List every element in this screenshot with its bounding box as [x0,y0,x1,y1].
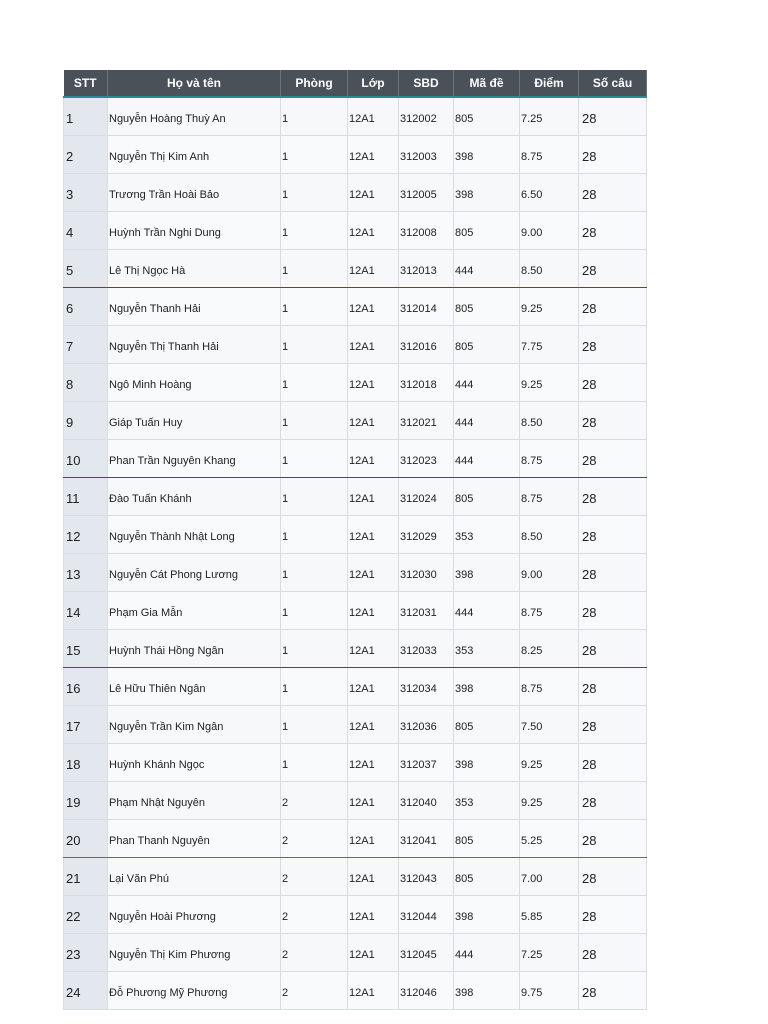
cell-sbd[interactable]: 312014 [399,288,454,326]
cell-stt[interactable]: 8 [64,364,108,402]
cell-class[interactable]: 12A1 [348,326,399,364]
col-header-stt[interactable]: STT [64,70,108,97]
cell-score[interactable]: 9.25 [520,364,579,402]
cell-sbd[interactable]: 312043 [399,858,454,896]
cell-class[interactable]: 12A1 [348,364,399,402]
col-header-answer-count[interactable]: Số câu [579,70,647,97]
table-row [64,592,647,630]
cell-exam-code[interactable]: 444 [454,402,520,440]
cell-stt[interactable]: 6 [64,288,108,326]
cell-answer-count[interactable]: 28 [579,744,647,782]
cell-score[interactable]: 9.25 [520,288,579,326]
cell-room[interactable]: 1 [281,402,348,440]
cell-exam-code[interactable]: 398 [454,136,520,174]
cell-room[interactable]: 1 [281,592,348,630]
table-row [64,668,647,706]
col-header-exam-code[interactable]: Mã đề [454,70,520,97]
cell-name[interactable]: Phạm Gia Mẫn [108,592,281,630]
table-row [64,250,647,288]
cell-stt[interactable]: 16 [64,668,108,706]
cell-answer-count[interactable]: 28 [579,706,647,744]
cell-room[interactable]: 2 [281,972,348,1010]
cell-sbd[interactable]: 312044 [399,896,454,934]
cell-class[interactable]: 12A1 [348,402,399,440]
cell-score[interactable]: 7.25 [520,97,579,136]
cell-sbd[interactable]: 312031 [399,592,454,630]
cell-stt[interactable]: 12 [64,516,108,554]
cell-class[interactable]: 12A1 [348,630,399,668]
cell-exam-code[interactable]: 805 [454,97,520,136]
cell-class[interactable]: 12A1 [348,782,399,820]
cell-name[interactable]: Lê Thị Ngọc Hà [108,250,281,288]
cell-sbd[interactable]: 312030 [399,554,454,592]
cell-room[interactable]: 2 [281,820,348,858]
table-row [64,972,647,1010]
cell-room[interactable]: 1 [281,478,348,516]
cell-room[interactable]: 1 [281,554,348,592]
header-row [64,70,647,97]
cell-room[interactable]: 1 [281,516,348,554]
cell-name[interactable]: Nguyễn Hoàng Thuỳ An [108,97,281,136]
cell-exam-code[interactable]: 444 [454,934,520,972]
cell-score[interactable]: 8.25 [520,630,579,668]
cell-score[interactable]: 7.75 [520,326,579,364]
cell-exam-code[interactable]: 444 [454,440,520,478]
cell-score[interactable]: 8.75 [520,440,579,478]
table-row [64,440,647,478]
cell-room[interactable]: 1 [281,440,348,478]
cell-room[interactable]: 1 [281,706,348,744]
cell-sbd[interactable]: 312041 [399,820,454,858]
cell-name[interactable]: Huỳnh Thái Hồng Ngân [108,630,281,668]
cell-name[interactable]: Nguyễn Thị Thanh Hải [108,326,281,364]
cell-class[interactable]: 12A1 [348,174,399,212]
cell-name[interactable]: Lại Văn Phú [108,858,281,896]
cell-class[interactable]: 12A1 [348,668,399,706]
cell-name[interactable]: Giáp Tuấn Huy [108,402,281,440]
cell-sbd[interactable]: 312037 [399,744,454,782]
cell-name[interactable]: Lê Hữu Thiên Ngân [108,668,281,706]
cell-sbd[interactable]: 312016 [399,326,454,364]
col-header-name[interactable]: Họ và tên [108,70,281,97]
cell-answer-count[interactable]: 28 [579,592,647,630]
cell-stt[interactable]: 15 [64,630,108,668]
table-row [64,706,647,744]
cell-score[interactable]: 8.75 [520,592,579,630]
cell-name[interactable]: Huỳnh Trần Nghi Dung [108,212,281,250]
cell-score[interactable]: 6.50 [520,174,579,212]
cell-score[interactable]: 5.85 [520,896,579,934]
cell-answer-count[interactable]: 28 [579,326,647,364]
cell-sbd[interactable]: 312033 [399,630,454,668]
cell-class[interactable]: 12A1 [348,896,399,934]
cell-answer-count[interactable]: 28 [579,364,647,402]
cell-exam-code[interactable]: 398 [454,896,520,934]
cell-answer-count[interactable]: 28 [579,820,647,858]
table-row [64,896,647,934]
table-row [64,782,647,820]
cell-name[interactable]: Phan Trần Nguyên Khang [108,440,281,478]
cell-exam-code[interactable]: 398 [454,554,520,592]
table-row [64,97,647,136]
cell-stt[interactable]: 11 [64,478,108,516]
cell-name[interactable]: Nguyễn Hoài Phương [108,896,281,934]
cell-room[interactable]: 1 [281,97,348,136]
table-body [64,97,647,1010]
score-table-sheet [63,70,646,1010]
cell-exam-code[interactable]: 444 [454,364,520,402]
cell-class[interactable]: 12A1 [348,934,399,972]
cell-sbd[interactable]: 312003 [399,136,454,174]
cell-class[interactable]: 12A1 [348,136,399,174]
cell-stt[interactable]: 24 [64,972,108,1010]
cell-exam-code[interactable]: 805 [454,706,520,744]
cell-stt[interactable]: 3 [64,174,108,212]
cell-sbd[interactable]: 312008 [399,212,454,250]
cell-room[interactable]: 1 [281,288,348,326]
cell-name[interactable]: Nguyễn Thị Kim Anh [108,136,281,174]
cell-score[interactable]: 5.25 [520,820,579,858]
cell-exam-code[interactable]: 805 [454,326,520,364]
cell-answer-count[interactable]: 28 [579,212,647,250]
cell-stt[interactable]: 5 [64,250,108,288]
cell-class[interactable]: 12A1 [348,212,399,250]
table-row [64,858,647,896]
table-row [64,934,647,972]
cell-score[interactable]: 9.25 [520,744,579,782]
cell-answer-count[interactable]: 28 [579,516,647,554]
cell-answer-count[interactable]: 28 [579,934,647,972]
cell-stt[interactable]: 21 [64,858,108,896]
cell-name[interactable]: Phạm Nhật Nguyên [108,782,281,820]
cell-exam-code[interactable]: 398 [454,744,520,782]
cell-answer-count[interactable]: 28 [579,174,647,212]
cell-answer-count[interactable]: 28 [579,478,647,516]
cell-sbd[interactable]: 312005 [399,174,454,212]
cell-stt[interactable]: 22 [64,896,108,934]
cell-room[interactable]: 1 [281,250,348,288]
cell-exam-code[interactable]: 805 [454,212,520,250]
cell-sbd[interactable]: 312013 [399,250,454,288]
cell-room[interactable]: 1 [281,364,348,402]
cell-room[interactable]: 2 [281,934,348,972]
cell-name[interactable]: Nguyễn Cát Phong Lương [108,554,281,592]
col-header-room[interactable]: Phòng [281,70,348,97]
cell-stt[interactable]: 2 [64,136,108,174]
cell-room[interactable]: 2 [281,896,348,934]
cell-answer-count[interactable]: 28 [579,440,647,478]
cell-stt[interactable]: 10 [64,440,108,478]
cell-sbd[interactable]: 312045 [399,934,454,972]
cell-exam-code[interactable]: 444 [454,250,520,288]
cell-sbd[interactable]: 312023 [399,440,454,478]
cell-answer-count[interactable]: 28 [579,896,647,934]
cell-sbd[interactable]: 312002 [399,97,454,136]
cell-stt[interactable]: 18 [64,744,108,782]
table-row [64,630,647,668]
table-row [64,478,647,516]
table-row [64,820,647,858]
cell-stt[interactable]: 23 [64,934,108,972]
cell-exam-code[interactable]: 805 [454,858,520,896]
cell-score[interactable]: 9.75 [520,972,579,1010]
cell-room[interactable]: 2 [281,858,348,896]
cell-exam-code[interactable]: 398 [454,174,520,212]
cell-score[interactable]: 9.25 [520,782,579,820]
cell-exam-code[interactable]: 444 [454,592,520,630]
cell-exam-code[interactable]: 353 [454,630,520,668]
cell-room[interactable]: 1 [281,668,348,706]
cell-answer-count[interactable]: 28 [579,402,647,440]
cell-name[interactable]: Phan Thanh Nguyên [108,820,281,858]
cell-class[interactable]: 12A1 [348,554,399,592]
cell-answer-count[interactable]: 28 [579,972,647,1010]
cell-score[interactable]: 7.00 [520,858,579,896]
cell-stt[interactable]: 7 [64,326,108,364]
cell-class[interactable]: 12A1 [348,858,399,896]
cell-stt[interactable]: 19 [64,782,108,820]
cell-stt[interactable]: 1 [64,97,108,136]
cell-name[interactable]: Nguyễn Thành Nhật Long [108,516,281,554]
cell-name[interactable]: Đỗ Phương Mỹ Phương [108,972,281,1010]
cell-exam-code[interactable]: 805 [454,820,520,858]
cell-exam-code[interactable]: 805 [454,288,520,326]
cell-room[interactable]: 1 [281,174,348,212]
cell-class[interactable]: 12A1 [348,972,399,1010]
cell-score[interactable]: 7.25 [520,934,579,972]
table-row [64,136,647,174]
cell-class[interactable]: 12A1 [348,744,399,782]
cell-room[interactable]: 1 [281,212,348,250]
cell-sbd[interactable]: 312046 [399,972,454,1010]
cell-class[interactable]: 12A1 [348,478,399,516]
cell-score[interactable]: 9.00 [520,554,579,592]
cell-class[interactable]: 12A1 [348,706,399,744]
cell-score[interactable]: 9.00 [520,212,579,250]
cell-room[interactable]: 2 [281,782,348,820]
cell-exam-code[interactable]: 398 [454,668,520,706]
cell-name[interactable]: Nguyễn Thanh Hải [108,288,281,326]
cell-exam-code[interactable]: 353 [454,516,520,554]
cell-answer-count[interactable]: 28 [579,554,647,592]
cell-answer-count[interactable]: 28 [579,136,647,174]
cell-name[interactable]: Trương Trần Hoài Bảo [108,174,281,212]
table-row [64,554,647,592]
cell-answer-count[interactable]: 28 [579,288,647,326]
cell-room[interactable]: 1 [281,744,348,782]
cell-class[interactable]: 12A1 [348,440,399,478]
score-table [63,70,647,1010]
col-header-class[interactable]: Lớp [348,70,399,97]
cell-room[interactable]: 1 [281,326,348,364]
table-row [64,364,647,402]
table-row [64,288,647,326]
table-row [64,744,647,782]
cell-class[interactable]: 12A1 [348,288,399,326]
cell-exam-code[interactable]: 805 [454,478,520,516]
cell-name[interactable]: Huỳnh Khánh Ngọc [108,744,281,782]
cell-score[interactable]: 8.50 [520,516,579,554]
cell-sbd[interactable]: 312021 [399,402,454,440]
cell-score[interactable]: 8.75 [520,136,579,174]
cell-answer-count[interactable]: 28 [579,858,647,896]
cell-score[interactable]: 8.50 [520,250,579,288]
col-header-sbd[interactable]: SBD [399,70,454,97]
col-header-score[interactable]: Điểm [520,70,579,97]
cell-stt[interactable]: 9 [64,402,108,440]
table-row [64,402,647,440]
cell-name[interactable]: Ngô Minh Hoàng [108,364,281,402]
cell-sbd[interactable]: 312034 [399,668,454,706]
cell-class[interactable]: 12A1 [348,820,399,858]
cell-class[interactable]: 12A1 [348,592,399,630]
table-row [64,516,647,554]
cell-stt[interactable]: 14 [64,592,108,630]
table-row [64,174,647,212]
cell-sbd[interactable]: 312029 [399,516,454,554]
cell-stt[interactable]: 20 [64,820,108,858]
cell-score[interactable]: 8.75 [520,668,579,706]
cell-answer-count[interactable]: 28 [579,97,647,136]
cell-sbd[interactable]: 312024 [399,478,454,516]
table-row [64,212,647,250]
cell-stt[interactable]: 17 [64,706,108,744]
cell-sbd[interactable]: 312036 [399,706,454,744]
cell-answer-count[interactable]: 28 [579,668,647,706]
cell-stt[interactable]: 4 [64,212,108,250]
cell-room[interactable]: 1 [281,630,348,668]
cell-name[interactable]: Đào Tuấn Khánh [108,478,281,516]
cell-score[interactable]: 8.50 [520,402,579,440]
cell-class[interactable]: 12A1 [348,250,399,288]
cell-answer-count[interactable]: 28 [579,250,647,288]
cell-class[interactable]: 12A1 [348,97,399,136]
cell-answer-count[interactable]: 28 [579,630,647,668]
cell-sbd[interactable]: 312040 [399,782,454,820]
cell-name[interactable]: Nguyễn Thị Kim Phương [108,934,281,972]
table-row [64,326,647,364]
cell-name[interactable]: Nguyễn Trần Kim Ngân [108,706,281,744]
cell-exam-code[interactable]: 398 [454,972,520,1010]
cell-score[interactable]: 7.50 [520,706,579,744]
cell-score[interactable]: 8.75 [520,478,579,516]
cell-room[interactable]: 1 [281,136,348,174]
cell-sbd[interactable]: 312018 [399,364,454,402]
cell-exam-code[interactable]: 353 [454,782,520,820]
cell-stt[interactable]: 13 [64,554,108,592]
cell-class[interactable]: 12A1 [348,516,399,554]
cell-answer-count[interactable]: 28 [579,782,647,820]
